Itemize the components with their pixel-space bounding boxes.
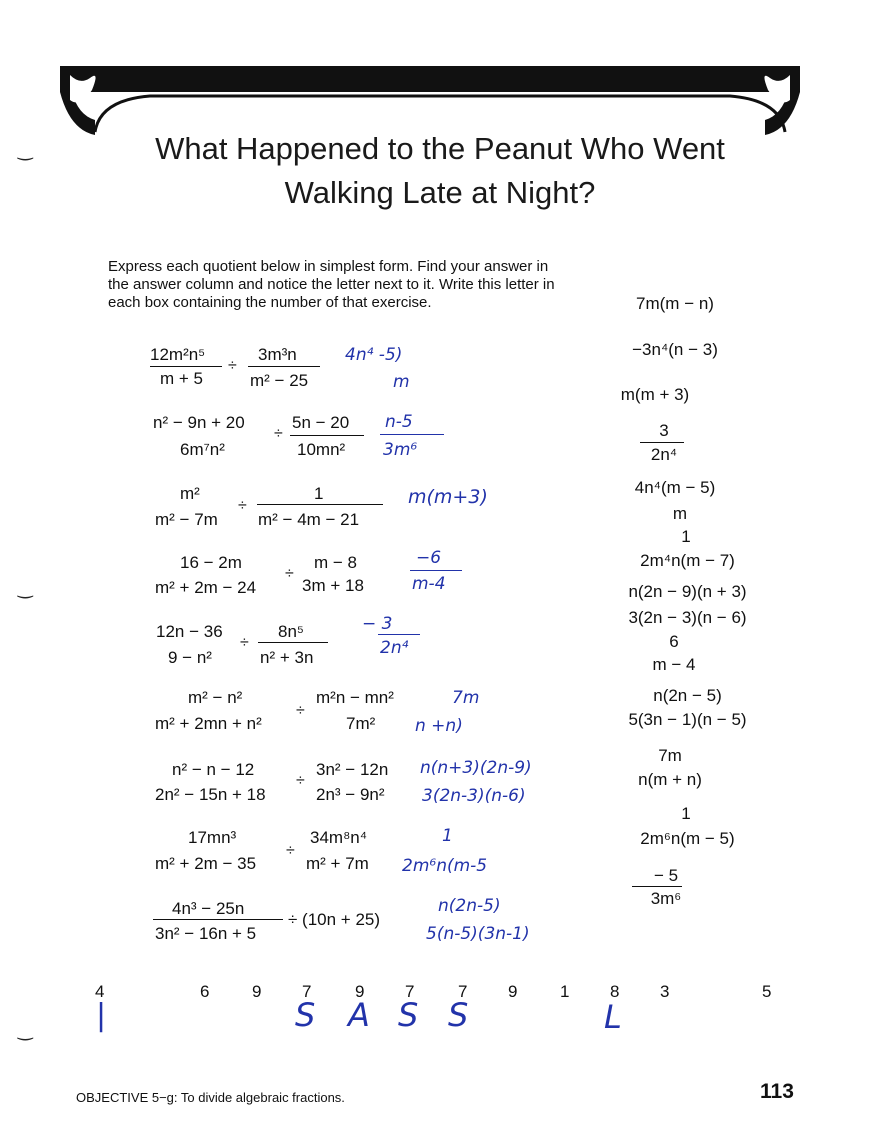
box-number-9: 1	[560, 982, 570, 1001]
ex8-a-denominator: m² + 2m − 35	[155, 854, 257, 873]
ex6-b-denominator: 7m²	[346, 714, 376, 733]
ex7-operator: ÷	[296, 772, 305, 789]
ex5-handwritten-work: − 3	[362, 614, 393, 634]
ex9-a-denominator: 3n² − 16n + 5	[155, 924, 257, 943]
answer-1: 7m(m − n)	[636, 294, 714, 313]
page-number: 113	[760, 1080, 794, 1103]
ex1-a-numerator: 12m²n⁵	[150, 345, 206, 364]
ex7-b-numerator: 3n² − 12n	[316, 760, 389, 779]
box-number-6: 7	[405, 982, 415, 1001]
box-number-3: 9	[252, 982, 262, 1001]
ex5-a-numerator: 12n − 36	[156, 622, 223, 641]
ex4-operator: ÷	[285, 565, 294, 582]
answer-7-numerator: 1	[681, 527, 691, 546]
box-letter-4: S	[295, 996, 316, 1034]
ex3-a-denominator: m² − 7m	[155, 510, 218, 529]
ex6-operator: ÷	[296, 702, 305, 719]
ex1-handwritten-work: 4n⁴ -5)	[345, 345, 403, 365]
ex8-b-denominator: m² + 7m	[306, 854, 369, 873]
box-letter-6: S	[398, 996, 419, 1034]
ex4-handwritten-work2: m-4	[412, 574, 446, 594]
ex9-a-numerator: 4n³ − 25n	[172, 899, 245, 918]
answer-4-denominator: 2n⁴	[650, 445, 678, 464]
ex7-a-denominator: 2n² − 15n + 18	[155, 785, 266, 804]
answer-4-numerator: 3	[659, 421, 669, 440]
ex2-a-numerator: n² − 9n + 20	[153, 413, 245, 432]
margin-mark-top: ‿	[18, 140, 33, 160]
ex4-a-numerator: 16 − 2m	[180, 553, 242, 572]
ex7-handwritten-work2: 3(2n-3)(n-6)	[422, 786, 526, 806]
banner-arch	[95, 96, 785, 132]
box-number-5: 9	[355, 982, 365, 1001]
answer-9-numerator: 3(2n − 3)(n − 6)	[628, 608, 747, 627]
answer-9-denominator-number: 6	[669, 632, 679, 651]
ex7-b-denominator: 2n³ − 9n²	[316, 785, 385, 804]
ex8-operator: ÷	[286, 842, 295, 859]
box-letter-1: |	[96, 998, 107, 1033]
box-number-7: 7	[458, 982, 468, 1001]
box-number-10: 8	[610, 982, 620, 1001]
ex5-operator: ÷	[240, 634, 249, 651]
box-number-11: 3	[660, 982, 670, 1001]
ex4-a-denominator: m² + 2m − 24	[155, 578, 257, 597]
answer-13-numerator: 1	[681, 804, 691, 823]
ex4-handwritten-work: −6	[416, 548, 442, 568]
page-title-line1: What Happened to the Peanut Who Went	[155, 131, 725, 166]
ex1-handwritten-work2: m	[393, 372, 410, 392]
ex9-operator: ÷ (10n + 25)	[288, 910, 381, 929]
answer-6: m	[672, 504, 688, 523]
margin-mark-middle: ‿	[18, 578, 33, 598]
ex5-b-numerator: 8n⁵	[278, 622, 304, 641]
ex2-b-denominator: 10mn²	[297, 440, 346, 459]
ex5-handwritten-work2: 2n⁴	[380, 638, 409, 658]
box-number-8: 9	[508, 982, 518, 1001]
answer-8: n(2n − 9)(n + 3)	[628, 582, 747, 601]
ex6-b-numerator: m²n − mn²	[316, 688, 394, 707]
ex4-b-numerator: m − 8	[314, 553, 357, 572]
ex5-a-denominator: 9 − n²	[168, 648, 212, 667]
ex8-handwritten-work: 1	[442, 826, 453, 846]
answer-12-numerator: 7m	[658, 746, 682, 765]
box-letter-5: A	[348, 996, 370, 1034]
ex8-handwritten-work2: 2m⁶n(m-5	[402, 856, 488, 876]
answer-11: 5(3n − 1)(n − 5)	[628, 710, 747, 729]
answer-5: 4n⁴(m − 5)	[634, 478, 716, 497]
box-number-12: 5	[762, 982, 772, 1001]
ex2-handwritten-work: n-5	[385, 412, 413, 432]
decorative-banner	[0, 0, 880, 140]
ex7-handwritten-work: n(n+3)(2n-9)	[420, 758, 532, 778]
ex1-a-denominator: m + 5	[160, 369, 203, 388]
margin-mark-bottom: ‿	[18, 1020, 33, 1040]
objective-footer: OBJECTIVE 5−g: To divide algebraic fractions.	[76, 1090, 345, 1105]
ex9-handwritten-work: n(2n-5)	[438, 896, 501, 916]
answer-13-denominator: 2m⁶n(m − 5)	[640, 829, 735, 848]
box-number-2: 6	[200, 982, 210, 1001]
ex3-b-numerator: 1	[314, 484, 324, 503]
ex2-b-numerator: 5n − 20	[292, 413, 350, 432]
banner-bar	[60, 66, 800, 92]
answer-14-numerator: − 5	[653, 866, 679, 885]
ex8-b-numerator: 34m⁸n⁴	[310, 828, 368, 847]
box-letter-10: L	[604, 998, 622, 1036]
ex3-handwritten-work: m(m+3)	[408, 486, 488, 508]
answer-14-denominator: 3m⁶	[650, 889, 682, 908]
ex5-b-denominator: n² + 3n	[260, 648, 314, 667]
answer-12-denominator: n(m + n)	[638, 770, 702, 789]
box-letter-7: S	[448, 996, 469, 1034]
box-number-1: 4	[95, 982, 105, 1001]
ex1-b-denominator: m² − 25	[250, 371, 309, 390]
ex6-a-denominator: m² + 2mn + n²	[155, 714, 262, 733]
ex4-b-denominator: 3m + 18	[302, 576, 364, 595]
ex1-operator: ÷	[228, 357, 237, 374]
ex2-handwritten-work2: 3m⁶	[383, 440, 418, 460]
ex3-b-denominator: m² − 4m − 21	[258, 510, 360, 529]
instructions: Express each quotient below in simplest form. Find your answer in the answer column and notice the letter next to it. Write this letter in each box containing the number of that exercise.	[108, 258, 555, 311]
ex3-a-numerator: m²	[180, 484, 200, 503]
ex1-b-numerator: 3m³n	[258, 345, 297, 364]
answer-2: −3n⁴(n − 3)	[632, 340, 718, 359]
ex6-handwritten-work2: n +n)	[415, 716, 463, 736]
answer-7-denominator: 2m⁴n(m − 7)	[640, 551, 735, 570]
ex8-a-numerator: 17mn³	[188, 828, 237, 847]
ex2-operator: ÷	[274, 425, 283, 442]
ex2-a-denominator: 6m⁷n²	[180, 440, 225, 459]
answer-3: m(m + 3)	[620, 385, 690, 404]
ex9-handwritten-work2: 5(n-5)(3n-1)	[426, 924, 530, 944]
answer-10: n(2n − 5)	[653, 686, 722, 705]
page-title-line2: Walking Late at Night?	[284, 175, 596, 210]
ex7-a-numerator: n² − n − 12	[172, 760, 255, 779]
ex3-operator: ÷	[238, 497, 247, 514]
ex6-a-numerator: m² − n²	[188, 688, 243, 707]
ex6-handwritten-work: 7m	[452, 688, 480, 708]
answer-9-denominator: m − 4	[652, 655, 696, 674]
box-number-4: 7	[302, 982, 312, 1001]
